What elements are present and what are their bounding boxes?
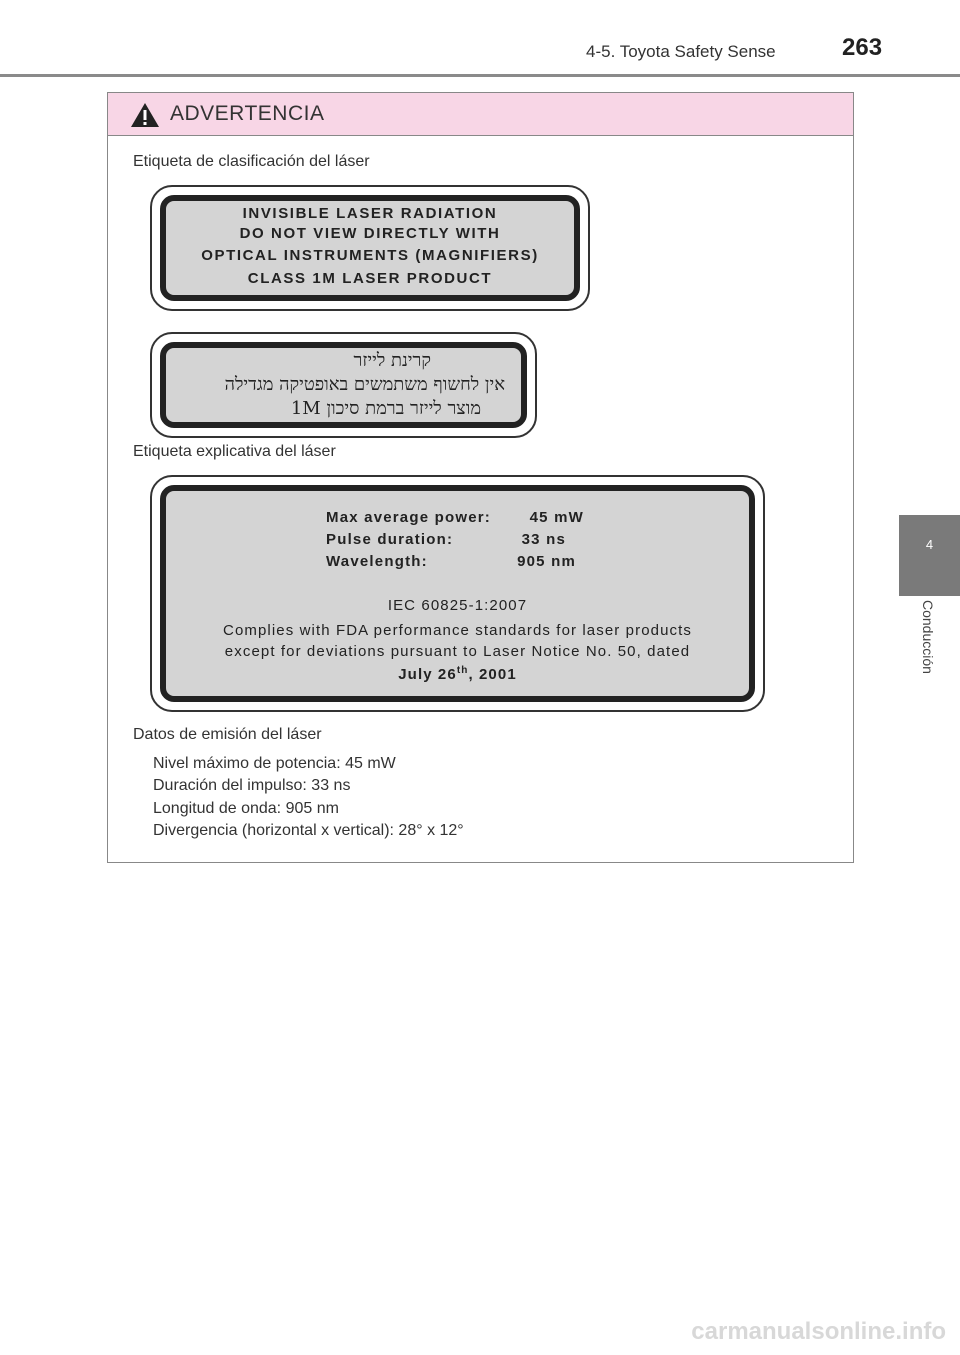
label-line: DO NOT VIEW DIRECTLY WITH — [239, 225, 501, 242]
emission-row-name: Max average power: — [326, 509, 491, 526]
chapter-tab — [899, 515, 960, 596]
label-line: CLASS 1M LASER PRODUCT — [247, 270, 493, 287]
classification-caption: Etiqueta de clasificación del láser — [133, 153, 370, 170]
explanatory-caption: Etiqueta explicativa del láser — [133, 443, 336, 460]
emission-row-value: 45 mW — [529, 509, 584, 526]
emission-row-value: 905 nm — [517, 553, 576, 570]
emission-caption: Datos de emisión del láser — [133, 726, 322, 743]
spec-item: Duración del impulso: 33 ns — [153, 777, 351, 794]
spec-item: Nivel máximo de potencia: 45 mW — [153, 755, 396, 772]
warning-icon — [130, 102, 160, 128]
standard-text: IEC 60825-1:2007 — [387, 597, 528, 614]
chapter-number: 4 — [925, 537, 934, 552]
label-line: OPTICAL INSTRUMENTS (MAGNIFIERS) — [201, 247, 539, 264]
spec-item: Divergencia (horizontal x vertical): 28° x 12° — [153, 822, 464, 839]
emission-row-name: Wavelength: — [326, 553, 428, 570]
warning-header — [108, 93, 853, 136]
emission-row-value: 33 ns — [521, 531, 566, 548]
page-number: 263 — [842, 34, 883, 61]
section-title: 4-5. Toyota Safety Sense — [586, 42, 776, 61]
compliance-text: Complies with FDA performance standards for laser products — [223, 622, 692, 639]
watermark: carmanualsonline.info — [691, 1318, 946, 1345]
hebrew-line: מוצר לייזר ברמת סיכון 1M — [290, 398, 481, 419]
hebrew-line: אין לחשוף משתמשים באופטיקה מגדילה — [224, 374, 505, 395]
chapter-name: Conducción — [920, 600, 936, 674]
label-line: INVISIBLE LASER RADIATION — [242, 205, 498, 222]
header-divider — [0, 74, 960, 77]
compliance-text: except for deviations pursuant to Laser Notice No. 50, dated — [224, 643, 691, 660]
emission-row-name: Pulse duration: — [326, 531, 454, 548]
compliance-date: July 26th, 2001 — [398, 665, 517, 683]
hebrew-label — [150, 332, 537, 438]
explanatory-label — [150, 475, 765, 712]
hebrew-line: קרינת לייזר — [353, 350, 431, 371]
warning-title: ADVERTENCIA — [170, 102, 325, 125]
classification-label — [150, 185, 590, 311]
spec-item: Longitud de onda: 905 nm — [153, 800, 339, 817]
